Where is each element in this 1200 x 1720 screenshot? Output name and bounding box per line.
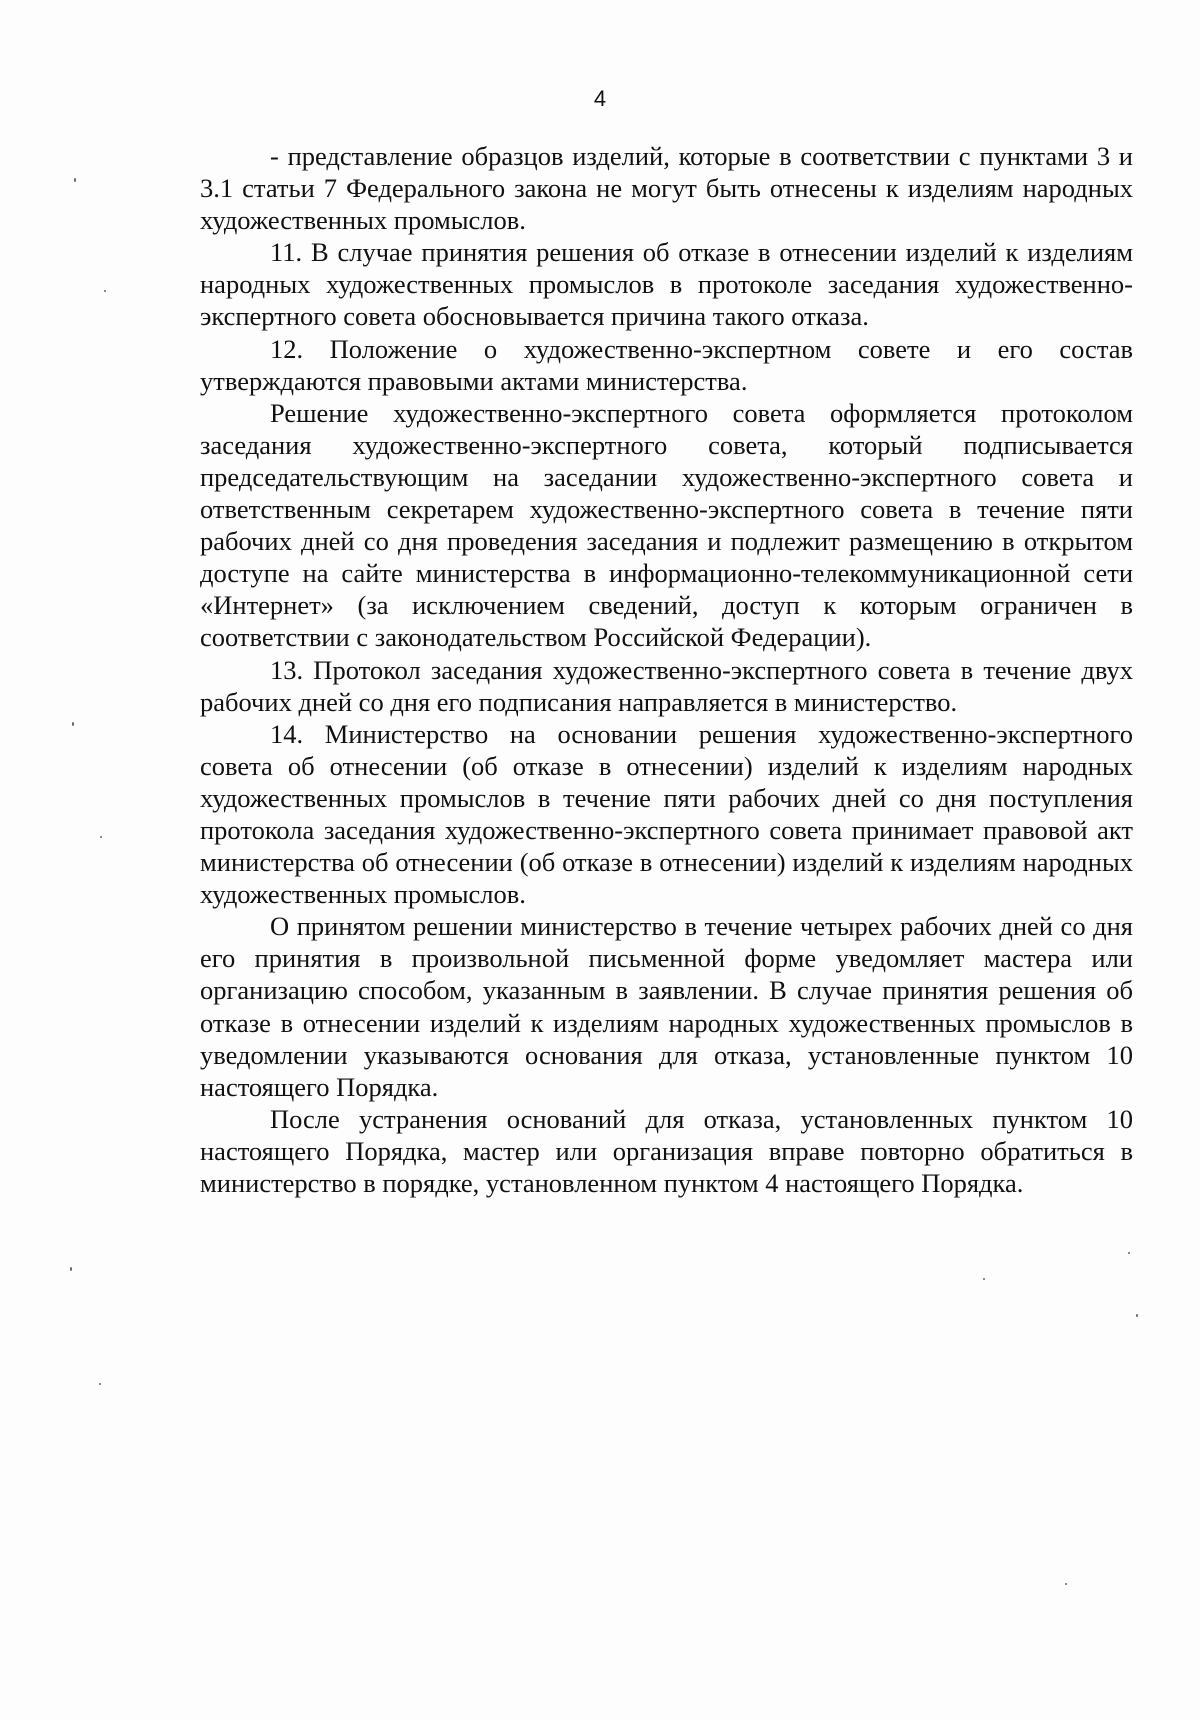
paragraph-14: 14. Министерство на основании решения художественно-экспертного совета об отнесении (об отказе в отнесении) изделий к изделиям народных художественных промыслов в течение пяти рабочих дней со дня поступления протокола заседания художественно-экспертного совета принимает правовой акт министерства об отнесении (об отказе в отнесении) изделий к изделиям народных художественных промыслов. — [200, 718, 1133, 910]
paragraph-reapplication: После устранения оснований для отказа, установленных пунктом 10 настоящего Порядка, мастер или организация вправе повторно обратиться в министерство в порядке, установленном пунктом 4 настоящего Порядка. — [200, 1103, 1133, 1198]
paragraph-item-samples: - представление образцов изделий, которые в соответствии с пунктами 3 и 3.1 статьи 7 Федерального закона не могут быть отнесены к изделиям народных художественных промыслов. — [200, 141, 1133, 236]
scan-speck — [983, 1278, 985, 1280]
scan-speck — [1065, 1583, 1067, 1585]
scan-speck — [72, 722, 74, 726]
scan-speck — [1128, 1252, 1130, 1254]
paragraph-notification: О принятом решении министерство в течение четырех рабочих дней со дня его принятия в произвольной письменной форме уведомляет мастера или организацию способом, указанным в заявлении. В случае принятия решения об отказе в отнесении изделий к изделиям народных художественных промыслов в уведомлении указываются основания для отказа, установленные пунктом 10 настоящего Порядка. — [200, 911, 1133, 1102]
paragraph-11: 11. В случае принятия решения об отказе в отнесении изделий к изделиям народных художественных промыслов в протоколе заседания художественно-экспертного совета обосновывается причина такого отказа. — [200, 237, 1133, 332]
page-number: 4 — [593, 86, 607, 111]
document-body — [200, 140, 1133, 1199]
scan-speck — [104, 290, 106, 292]
paragraph-council-decision: Решение художественно-экспертного совета оформляется протоколом заседания художественно-экспертного совета, который подписывается председательствующим на заседании художественно-экспертного совета и ответственным секретарем художественно-экспертного совета в течение пяти рабочих дней со дня проведения заседания и подлежит размещению в открытом доступе на сайте министерства в информационно-телекоммуникационной сети «Интернет» (за исключением сведений, доступ к которым ограничен в соответствии с законодательством Российской Федерации). — [200, 397, 1133, 653]
scan-speck — [100, 836, 102, 838]
scan-speck — [1136, 1314, 1138, 1317]
scan-speck — [70, 1267, 72, 1271]
paragraph-12: 12. Положение о художественно-экспертном совете и его состав утверждаются правовыми актами министерства. — [200, 333, 1133, 396]
paragraph-13: 13. Протокол заседания художественно-экспертного совета в течение двух рабочих дней со дня его подписания направляется в министерство. — [200, 654, 1133, 717]
scan-speck — [74, 178, 76, 182]
scan-speck — [99, 1383, 101, 1385]
